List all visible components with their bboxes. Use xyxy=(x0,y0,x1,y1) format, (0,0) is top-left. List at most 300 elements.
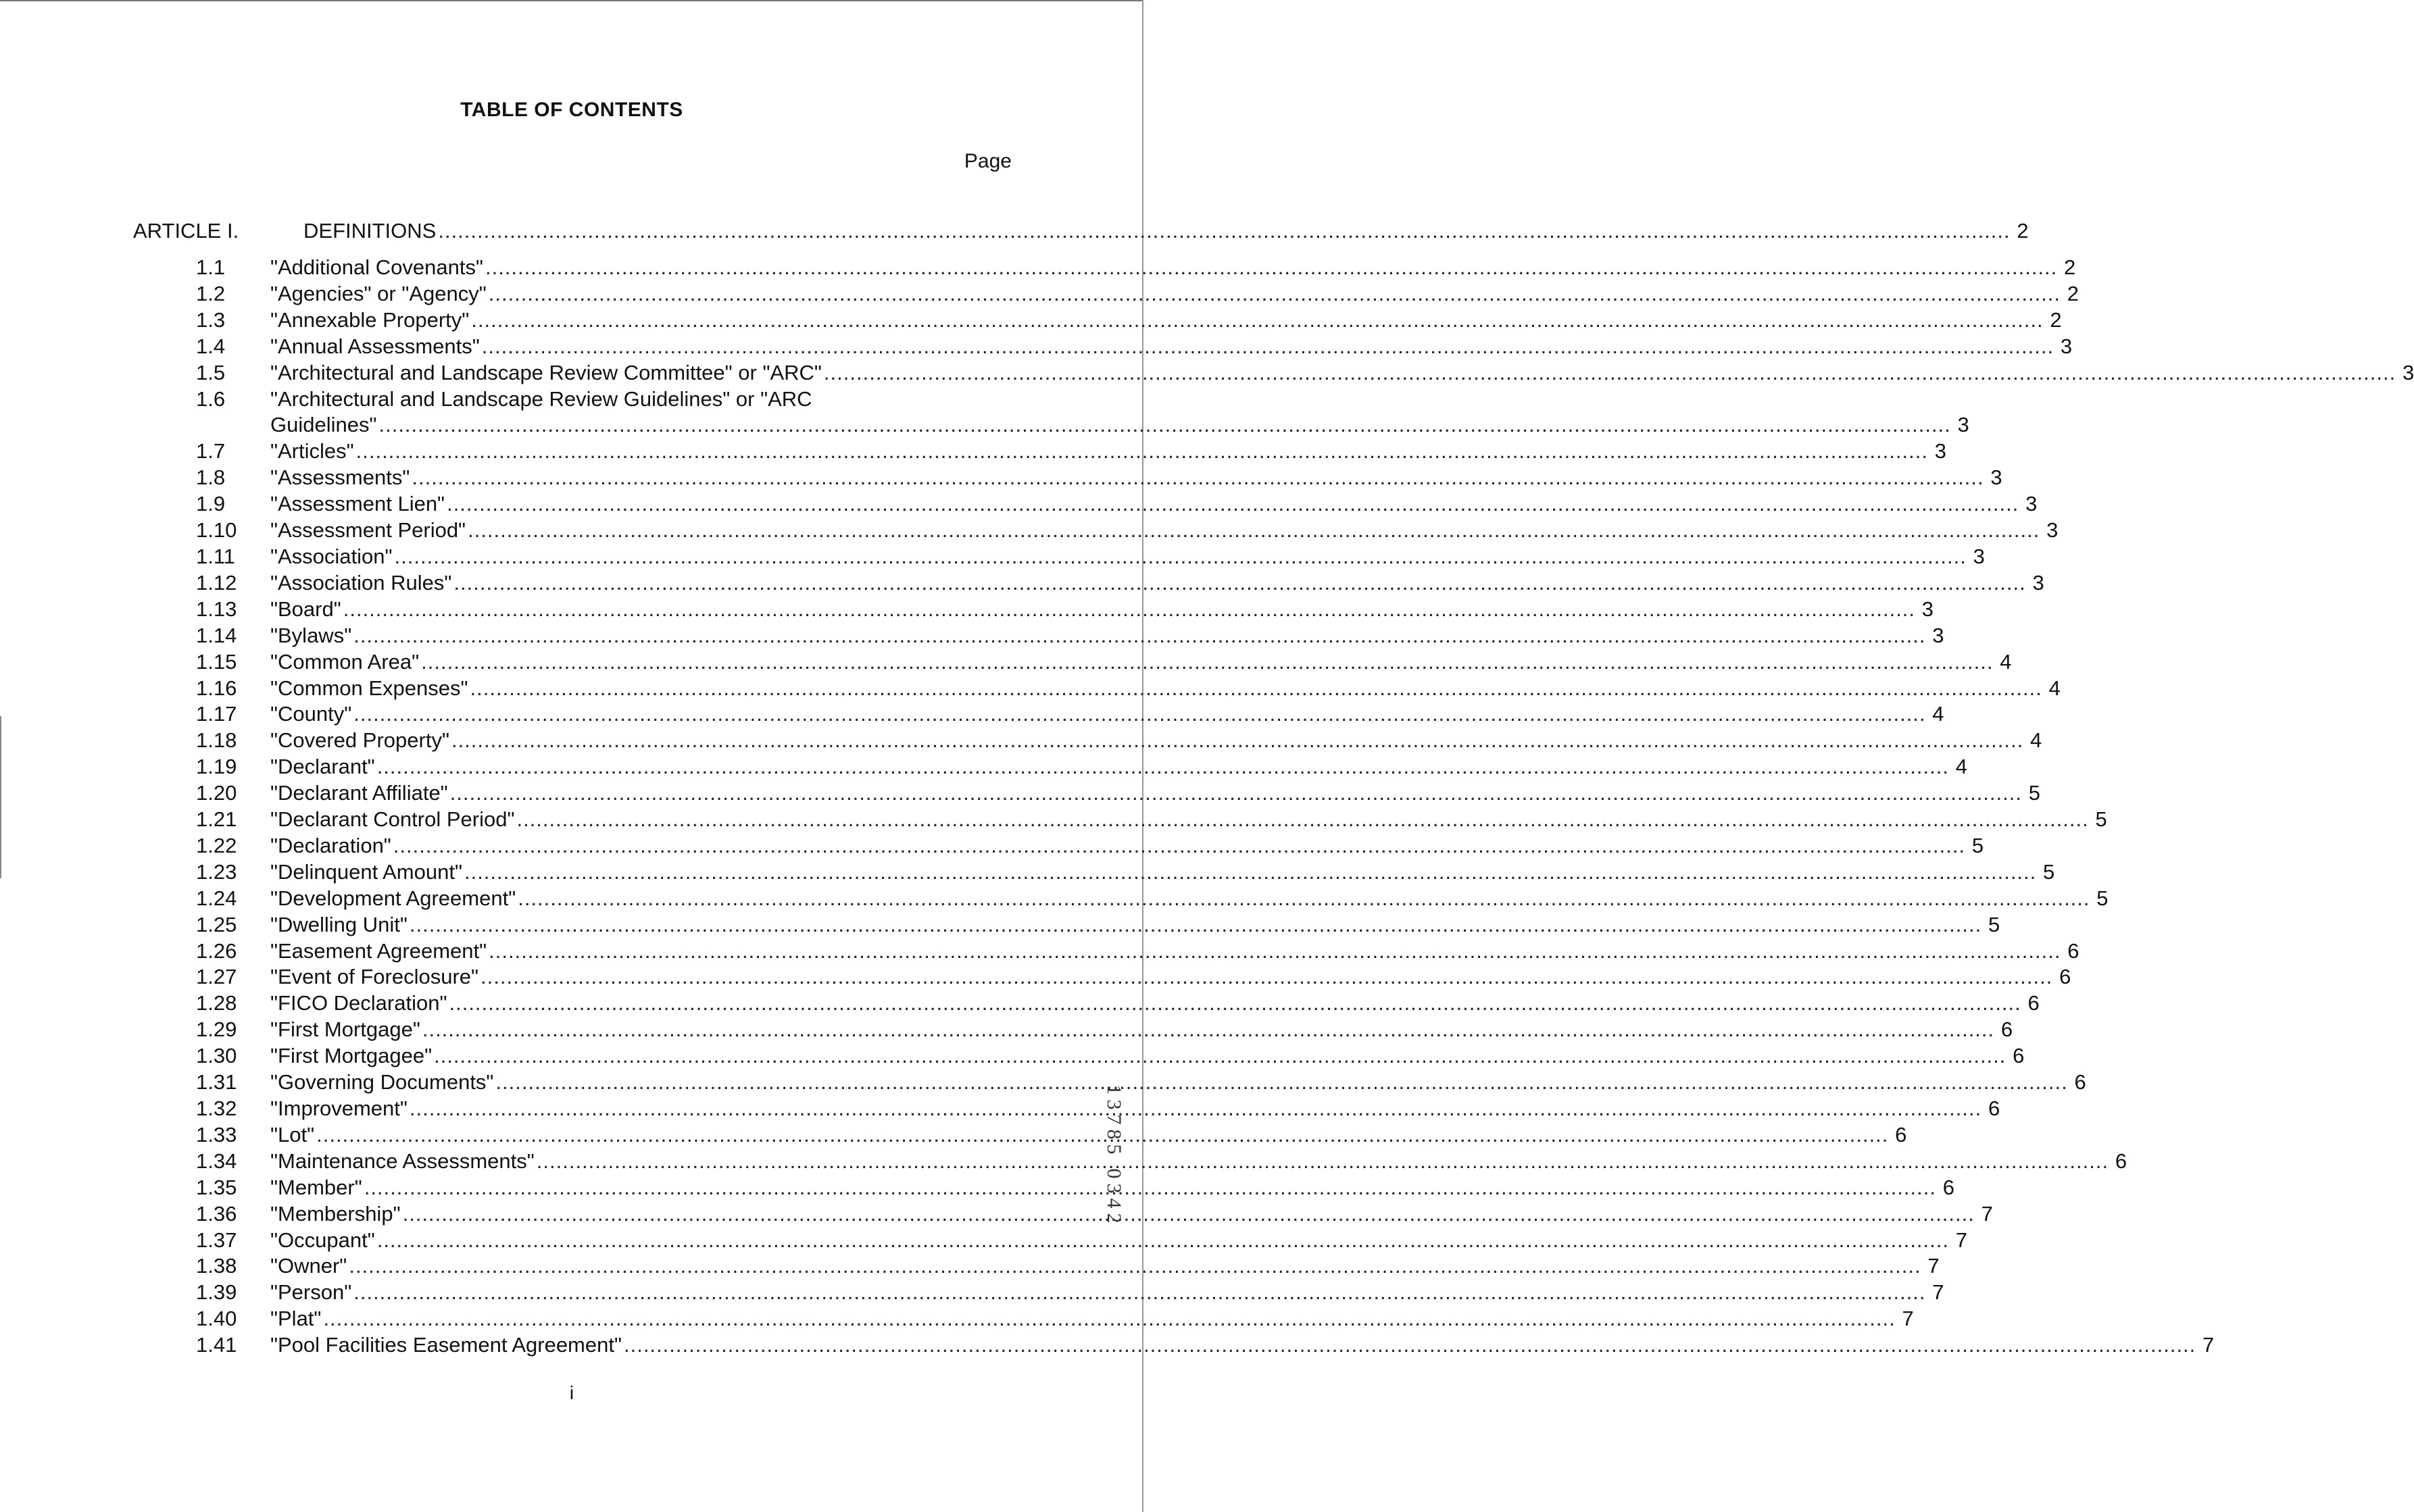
entry-body xyxy=(270,938,2079,965)
entry-page: 5 xyxy=(1971,833,1984,857)
entry-title: "Governing Documents" xyxy=(270,1070,494,1094)
entry-title: "FICO Declaration" xyxy=(270,991,447,1015)
dot-leader xyxy=(395,544,1967,570)
entry-number: 1.29 xyxy=(196,1017,237,1042)
entry-number: 1.15 xyxy=(196,649,237,674)
entry-leader-line xyxy=(270,676,2061,702)
entry-leader-line xyxy=(270,807,2107,833)
dot-leader xyxy=(824,360,2396,386)
toc-entry xyxy=(196,1017,2013,1043)
entry-leader-line xyxy=(270,1096,2000,1122)
toc-entry xyxy=(196,728,2042,754)
entry-page: 3 xyxy=(2046,518,2059,543)
entry-page: 6 xyxy=(2059,965,2071,989)
dot-leader xyxy=(356,438,1928,465)
entry-leader-line xyxy=(270,1201,1993,1228)
entry-body xyxy=(270,386,1969,439)
entry-number: 1.13 xyxy=(196,597,237,621)
entry-title: "Common Area" xyxy=(270,649,420,674)
entry-page: 6 xyxy=(2074,1070,2086,1094)
toc-entry xyxy=(196,1149,2127,1175)
dot-leader xyxy=(481,964,2052,990)
entry-number: 1.32 xyxy=(196,1097,237,1120)
dot-leader xyxy=(518,886,2090,912)
dot-leader xyxy=(353,701,1925,728)
entry-number: 1.27 xyxy=(196,965,237,989)
entry-title: "Dwelling Unit" xyxy=(270,912,408,936)
stamp-digit: 4 xyxy=(1103,1198,1125,1209)
entry-page: 3 xyxy=(1932,623,1944,647)
entry-body xyxy=(270,833,1984,859)
entry-body xyxy=(270,307,2062,334)
dot-leader xyxy=(410,912,1981,938)
toc-entry xyxy=(196,1280,1944,1306)
entry-number: 1.10 xyxy=(196,518,237,543)
entry-body xyxy=(270,780,2040,807)
entry-number: 1.19 xyxy=(196,755,237,779)
entry-title: "Occupant" xyxy=(270,1228,375,1252)
entry-leader-line xyxy=(270,649,2011,676)
entry-leader-line xyxy=(270,1306,1914,1332)
toc-entry xyxy=(196,570,2044,597)
entry-page: 6 xyxy=(2027,991,2040,1015)
entry-body xyxy=(270,1017,2013,1043)
entry-page: 6 xyxy=(1988,1097,2000,1120)
stamp-digit: 7 xyxy=(1103,1114,1125,1125)
entry-leader-line xyxy=(270,1069,2086,1096)
entry-number: 1.33 xyxy=(196,1122,237,1146)
entry-number: 1.12 xyxy=(196,570,237,595)
dot-leader xyxy=(485,255,2057,281)
toc-entry xyxy=(196,255,2076,281)
toc-entry xyxy=(196,964,2071,990)
entry-leader-line xyxy=(270,544,1985,570)
entry-page: 2 xyxy=(2064,255,2076,279)
entry-page: 6 xyxy=(1895,1122,1907,1146)
entry-body xyxy=(270,1096,2000,1122)
toc-entry xyxy=(196,990,2040,1017)
entry-body xyxy=(270,465,2002,491)
entry-body xyxy=(270,491,2037,518)
toc-entry xyxy=(196,334,2073,360)
entry-leader-line xyxy=(270,912,2000,938)
entry-leader-line xyxy=(270,307,2062,334)
entry-number: 1.37 xyxy=(196,1228,237,1252)
entry-number: 1.11 xyxy=(196,544,236,568)
entry-page: 4 xyxy=(1955,755,1967,779)
toc-entry xyxy=(196,465,2002,491)
dot-leader xyxy=(353,1280,1925,1306)
entry-leader-line xyxy=(270,780,2040,807)
toc-entry xyxy=(196,754,1967,780)
entry-number: 1.5 xyxy=(196,360,226,384)
entry-title: "Assessment Period" xyxy=(270,518,466,543)
entry-body xyxy=(270,360,2414,386)
entry-title: "Lot" xyxy=(270,1122,315,1146)
toc-entry xyxy=(196,833,1984,859)
entry-page: 3 xyxy=(1934,439,1946,463)
dot-leader xyxy=(489,938,2061,965)
toc-list xyxy=(196,255,2414,1359)
entry-number: 1.26 xyxy=(196,938,237,963)
entry-number: 1.2 xyxy=(196,281,226,305)
entry-title: "First Mortgagee" xyxy=(270,1044,433,1068)
entry-number: 1.40 xyxy=(196,1307,237,1331)
toc-entry xyxy=(196,701,1944,728)
article-number: ARTICLE I. xyxy=(133,219,239,243)
entry-number: 1.14 xyxy=(196,623,237,647)
entry-title: "County" xyxy=(270,702,352,726)
stamp-digit: 1 xyxy=(1103,1084,1125,1095)
entry-body xyxy=(270,334,2072,360)
entry-number: 1.4 xyxy=(196,334,226,358)
dot-leader xyxy=(482,334,2054,360)
entry-leader-line xyxy=(270,412,1969,438)
entry-leader-line xyxy=(270,754,1967,780)
page-edge-left xyxy=(0,716,1,878)
entry-body xyxy=(270,728,2042,754)
entry-leader-line xyxy=(270,281,2079,307)
dot-leader xyxy=(377,754,1949,780)
entry-leader-line xyxy=(270,1332,2214,1359)
entry-body xyxy=(270,1122,1906,1149)
entry-page: 5 xyxy=(2043,859,2055,884)
toc-entry xyxy=(196,676,2061,702)
dot-leader xyxy=(516,807,2088,833)
document-stamp-number xyxy=(1100,1082,1127,1226)
entry-page: 2 xyxy=(2067,281,2079,305)
dot-leader xyxy=(489,281,2061,307)
entry-leader-line xyxy=(270,491,2037,518)
entry-body xyxy=(270,859,2054,886)
entry-title: "Declarant Control Period" xyxy=(270,807,515,832)
stamp-digit: 8 xyxy=(1103,1129,1125,1140)
entry-title: "Declarant" xyxy=(270,755,375,779)
entry-title: "Easement Agreement" xyxy=(270,938,487,963)
toc-entry xyxy=(196,807,2107,833)
dot-leader xyxy=(393,833,1965,859)
entry-page: 3 xyxy=(1990,465,2002,490)
dot-leader xyxy=(403,1201,1975,1228)
toc-entry xyxy=(196,544,1985,570)
article-leader xyxy=(303,219,2029,243)
page-column-header: Page xyxy=(964,150,1012,172)
entry-title: "Association Rules" xyxy=(270,570,452,595)
entry-leader-line xyxy=(270,964,2071,990)
entry-leader-line xyxy=(270,438,1946,465)
entry-page: 7 xyxy=(1902,1307,1914,1331)
toc-entry xyxy=(196,1122,1907,1149)
entry-body xyxy=(270,1201,1993,1228)
dot-leader xyxy=(364,1175,1936,1201)
entry-number: 1.38 xyxy=(196,1254,237,1278)
entry-leader-line xyxy=(270,728,2042,754)
entry-leader-line xyxy=(270,334,2072,360)
entry-title-line: "Architectural and Landscape Review Guidelines" or "ARC xyxy=(270,386,812,411)
dot-leader xyxy=(438,219,2010,243)
dot-leader xyxy=(471,307,2043,334)
entry-page: 4 xyxy=(1932,702,1944,726)
dot-leader xyxy=(343,597,1915,623)
entry-page: 3 xyxy=(1921,597,1934,621)
entry-number: 1.31 xyxy=(196,1070,237,1094)
entry-number: 1.36 xyxy=(196,1201,237,1226)
toc-entry xyxy=(196,597,1934,623)
entry-leader-line xyxy=(270,1253,1940,1280)
entry-body xyxy=(270,676,2061,702)
entry-leader-line xyxy=(270,859,2054,886)
entry-number: 1.24 xyxy=(196,886,237,910)
dot-leader xyxy=(450,780,2022,807)
entry-leader-line xyxy=(270,518,2058,544)
entry-page: 5 xyxy=(2028,781,2040,805)
entry-leader-line xyxy=(270,1122,1906,1149)
dot-leader xyxy=(624,1332,2196,1359)
entry-page: 6 xyxy=(2067,938,2079,963)
toc-entry xyxy=(196,1253,1940,1280)
entry-number: 1.9 xyxy=(196,492,226,516)
entry-number: 1.30 xyxy=(196,1044,237,1068)
dot-leader xyxy=(495,1069,2067,1096)
page-number: i xyxy=(569,1382,574,1403)
toc-entry xyxy=(196,307,2062,334)
entry-page: 4 xyxy=(2000,649,2012,674)
entry-title: "Association" xyxy=(270,544,393,568)
entry-leader-line xyxy=(270,990,2040,1017)
entry-leader-line xyxy=(270,1280,1944,1306)
entry-leader-line xyxy=(270,623,1944,649)
dot-leader xyxy=(464,859,2036,886)
entry-number: 1.6 xyxy=(196,386,226,411)
toc-entry xyxy=(196,1096,2000,1122)
entry-page: 5 xyxy=(2095,807,2107,832)
entry-body xyxy=(270,544,1985,570)
entry-body xyxy=(270,701,1944,728)
entry-title: "Annexable Property" xyxy=(270,307,470,332)
entry-title: "Owner" xyxy=(270,1254,347,1278)
entry-title: "Membership" xyxy=(270,1201,401,1226)
entry-body xyxy=(270,754,1967,780)
toc-entry xyxy=(196,1043,2025,1069)
toc-entry xyxy=(196,1069,2086,1096)
toc-entry xyxy=(196,360,2414,386)
dot-leader xyxy=(434,1043,2006,1069)
entry-number: 1.3 xyxy=(196,307,226,332)
toc-entry xyxy=(196,1228,1967,1254)
entry-leader-line xyxy=(270,597,1933,623)
toc-entry xyxy=(196,1332,2215,1359)
entry-title: "Pool Facilities Easement Agreement" xyxy=(270,1333,622,1357)
entry-title: "Improvement" xyxy=(270,1097,408,1120)
stamp-digit: 3 xyxy=(1103,1099,1125,1110)
dot-leader xyxy=(410,1096,1981,1122)
toc-entry xyxy=(196,1175,1954,1201)
dot-leader xyxy=(468,518,2040,544)
toc-entry xyxy=(196,859,2055,886)
entry-title: "Plat" xyxy=(270,1307,322,1331)
entry-body xyxy=(270,1069,2086,1096)
entry-body xyxy=(270,912,2000,938)
toc-entry xyxy=(196,1306,1914,1332)
page-title: TABLE OF CONTENTS xyxy=(460,99,683,121)
entry-page: 2 xyxy=(2050,307,2062,332)
entry-title: "Board" xyxy=(270,597,341,621)
entry-title: "Common Expenses" xyxy=(270,676,468,700)
entry-number: 1.20 xyxy=(196,781,237,805)
entry-page: 4 xyxy=(2030,728,2042,753)
entry-number: 1.7 xyxy=(196,439,226,463)
toc-entry xyxy=(196,938,2079,965)
entry-leader-line xyxy=(270,1043,2024,1069)
entry-page: 7 xyxy=(2202,1333,2215,1357)
entry-page: 7 xyxy=(1932,1280,1944,1305)
entry-leader-line xyxy=(270,570,2044,597)
entry-page: 6 xyxy=(2115,1149,2127,1173)
entry-body xyxy=(270,649,2011,676)
entry-body xyxy=(270,570,2044,597)
dot-leader xyxy=(470,676,2042,702)
entry-page: 7 xyxy=(1927,1254,1940,1278)
entry-body xyxy=(270,990,2040,1017)
entry-title: "Assessment Lien" xyxy=(270,492,445,516)
entry-leader-line xyxy=(270,1149,2127,1175)
article-page: 2 xyxy=(2017,219,2029,243)
dot-leader xyxy=(449,990,2021,1017)
entry-body xyxy=(270,597,1933,623)
entry-title: Guidelines" xyxy=(270,413,377,437)
entry-title: "Assessments" xyxy=(270,465,410,490)
entry-body xyxy=(270,807,2107,833)
toc-entry xyxy=(196,386,1969,439)
entry-title: "Delinquent Amount" xyxy=(270,859,462,884)
dot-leader xyxy=(353,623,1925,649)
dot-leader xyxy=(447,491,2019,518)
toc-entry xyxy=(196,518,2059,544)
entry-body xyxy=(270,886,2109,912)
entry-page: 3 xyxy=(2032,570,2044,595)
entry-page: 6 xyxy=(1942,1175,1954,1199)
entry-number: 1.8 xyxy=(196,465,226,490)
entry-title: "Person" xyxy=(270,1280,352,1305)
stamp-digit: 5 xyxy=(1103,1144,1125,1155)
entry-leader-line xyxy=(270,701,1944,728)
entry-number: 1.35 xyxy=(196,1175,237,1199)
dot-leader xyxy=(537,1149,2109,1175)
stamp-digit: 2 xyxy=(1103,1213,1125,1224)
toc-entry xyxy=(196,780,2040,807)
entry-number: 1.21 xyxy=(196,807,237,832)
toc-entry xyxy=(196,1201,1993,1228)
entry-body xyxy=(270,1332,2214,1359)
entry-page: 5 xyxy=(1988,912,2000,936)
entry-body xyxy=(270,623,1944,649)
entry-page: 6 xyxy=(2013,1044,2025,1068)
entry-page: 3 xyxy=(2402,360,2414,384)
entry-title: "Bylaws" xyxy=(270,623,352,647)
stamp-digit: 3 xyxy=(1103,1183,1125,1194)
entry-page: 3 xyxy=(2060,334,2073,358)
dot-leader xyxy=(412,465,1984,491)
entry-page: 6 xyxy=(2000,1017,2013,1042)
entry-title: "Additional Covenants" xyxy=(270,255,483,279)
entry-leader-line xyxy=(270,360,2414,386)
entry-body xyxy=(270,255,2075,281)
dot-leader xyxy=(422,1017,1994,1043)
entry-leader-line xyxy=(270,833,1984,859)
entry-body xyxy=(270,1253,1940,1280)
entry-title: "Declaration" xyxy=(270,833,391,857)
entry-number: 1.34 xyxy=(196,1149,237,1173)
entry-page: 3 xyxy=(1957,413,1969,437)
entry-title: "Agencies" or "Agency" xyxy=(270,281,487,305)
entry-page: 7 xyxy=(1955,1228,1967,1252)
entry-page: 5 xyxy=(2096,886,2109,910)
entry-body xyxy=(270,1149,2127,1175)
toc-entry xyxy=(196,438,1946,465)
entry-title: "Development Agreement" xyxy=(270,886,516,910)
entry-page: 7 xyxy=(1981,1201,1993,1226)
dot-leader xyxy=(451,728,2023,754)
entry-title: "Maintenance Assessments" xyxy=(270,1149,535,1173)
entry-body xyxy=(270,1280,1944,1306)
entry-number: 1.1 xyxy=(196,255,226,279)
entry-number: 1.25 xyxy=(196,912,237,936)
entry-body xyxy=(270,438,1946,465)
toc-entry xyxy=(196,491,2038,518)
entry-leader-line xyxy=(270,1017,2013,1043)
article-title: DEFINITIONS xyxy=(303,219,437,243)
entry-title: "Architectural and Landscape Review Committee" or "ARC" xyxy=(270,360,822,384)
toc-entry xyxy=(196,649,2012,676)
entry-number: 1.16 xyxy=(196,676,237,700)
entry-page: 3 xyxy=(2025,492,2038,516)
toc-entry xyxy=(196,623,1944,649)
toc-entry xyxy=(196,281,2079,307)
dot-leader xyxy=(378,412,1950,438)
entry-page: 4 xyxy=(2048,676,2061,700)
dot-leader xyxy=(377,1228,1949,1254)
entry-leader-line xyxy=(270,255,2075,281)
entry-number: 1.17 xyxy=(196,702,237,726)
dot-leader xyxy=(323,1306,1895,1332)
entry-number: 1.23 xyxy=(196,859,237,884)
toc-entry xyxy=(196,912,2000,938)
entry-leader-line xyxy=(270,465,2002,491)
entry-title: "Covered Property" xyxy=(270,728,449,753)
entry-number: 1.28 xyxy=(196,991,237,1015)
dot-leader xyxy=(453,570,2025,597)
entry-body xyxy=(270,1306,1914,1332)
entry-title: "Member" xyxy=(270,1175,362,1199)
dot-leader xyxy=(421,649,1993,676)
dot-leader xyxy=(349,1253,1921,1280)
entry-title: "Annual Assessments" xyxy=(270,334,480,358)
entry-title: "Declarant Affiliate" xyxy=(270,781,448,805)
entry-leader-line xyxy=(270,886,2109,912)
entry-number: 1.41 xyxy=(196,1333,237,1357)
entry-body xyxy=(270,518,2058,544)
entry-body xyxy=(270,1043,2024,1069)
entry-title: "Event of Foreclosure" xyxy=(270,965,479,989)
entry-title: "First Mortgage" xyxy=(270,1017,420,1042)
entry-body xyxy=(270,964,2071,990)
entry-body xyxy=(270,281,2079,307)
entry-page: 3 xyxy=(1973,544,1985,568)
entry-number: 1.39 xyxy=(196,1280,237,1305)
entry-title: "Articles" xyxy=(270,439,354,463)
toc-entry xyxy=(196,886,2109,912)
stamp-digit: 0 xyxy=(1103,1168,1125,1179)
